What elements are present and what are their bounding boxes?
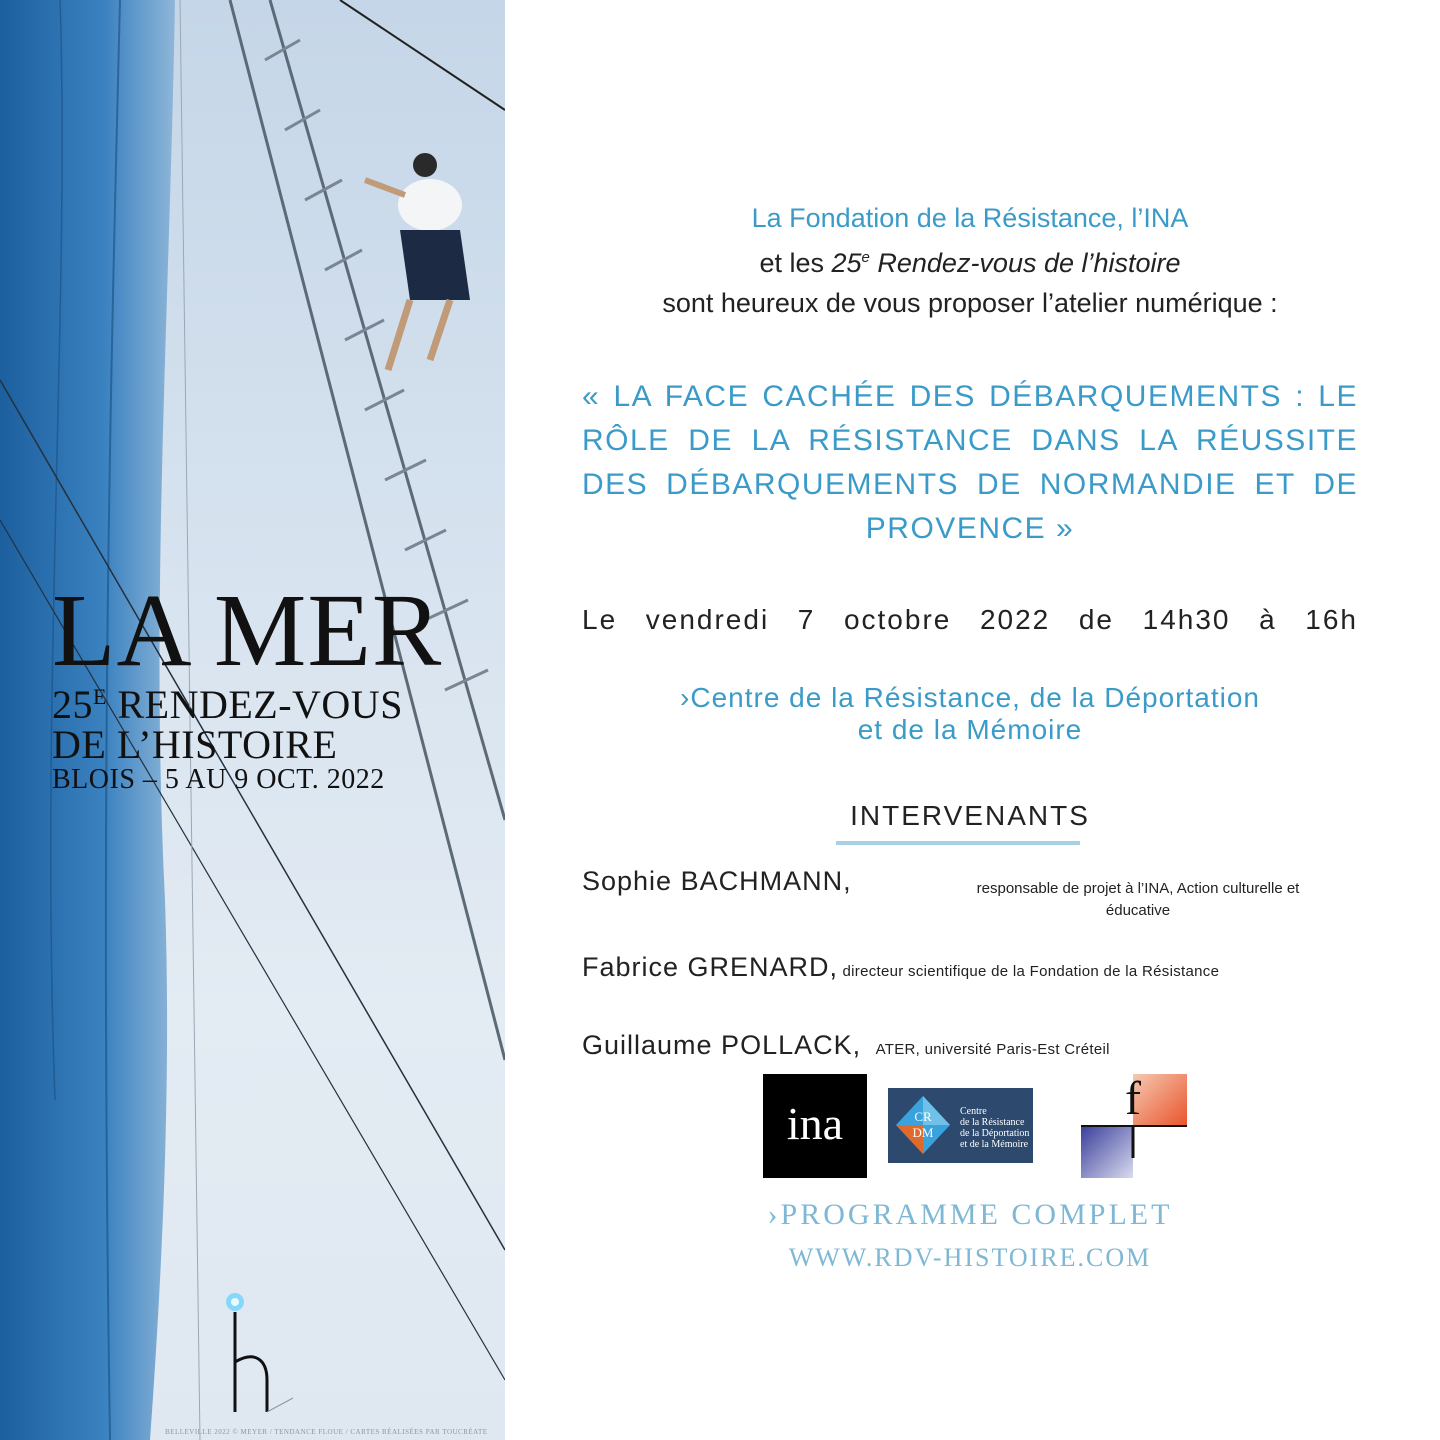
speakers-divider (836, 841, 1080, 845)
website-link[interactable]: WWW.RDV-HISTOIRE.COM (788, 1243, 1152, 1272)
fondation-resistance-logo (1081, 1074, 1187, 1178)
photo-credit: BELLEVILLE 2022 © MEYER / TENDANCE FLOUE / CARTES RÉALISÉES PAR TOUCRÉATE (165, 1428, 488, 1436)
poster-image (0, 0, 505, 1440)
speaker-item (582, 866, 1362, 919)
climber-figure (365, 153, 470, 370)
speaker-role: responsable de projet à l’INA, Action culturelle et éducative (976, 880, 1300, 919)
speakers-heading: INTERVENANTS (850, 800, 1090, 831)
crdm-caption: Centre de la Résistance de la Déportation et de la Mémoire (960, 1106, 1030, 1150)
poster-title-block (52, 573, 472, 795)
rendez-vous-h-logo (215, 1280, 295, 1420)
speaker-name: Fabrice GRENARD, (582, 952, 839, 982)
event-date: Le vendredi 7 octobre 2022 de 14h30 à 16h (582, 604, 1358, 635)
svg-text:DM: DM (912, 1125, 934, 1140)
poster-edition: $25^E$ RENDEZ-VOUS (52, 682, 403, 727)
intro-proposal: sont heureux de vous proposer l’atelier numérique : (662, 288, 1278, 318)
speaker-name: Guillaume POLLACK, (582, 1030, 862, 1060)
intro-event: et les 25e Rendez-vous de l’histoire (759, 248, 1181, 278)
intro-text (560, 198, 1380, 323)
poster-subtitle: DE L’HISTOIRE (52, 722, 338, 767)
workshop-title: « LA FACE CACHÉE DES DÉBARQUEMENTS : LE RÔLE DE LA RÉSISTANCE DANS LA RÉUSSITE DES DÉBARQUEMENTS DE NORMANDIE ET DE PROVENCE » (582, 380, 1358, 545)
chevron-right-icon: › (767, 1198, 781, 1231)
crdm-logo (888, 1088, 1033, 1163)
crdm-mark-icon (888, 1088, 958, 1163)
ina-logo: ina (763, 1074, 867, 1178)
speaker-item (582, 952, 1362, 983)
partner-logos (763, 1074, 1193, 1178)
programme-link[interactable]: ›PROGRAMME COMPLET (767, 1198, 1173, 1231)
poster-title: LA MER (52, 573, 443, 688)
speaker-name: Sophie BACHMANN, (582, 866, 852, 896)
speaker-role: directeur scientifique de la Fondation de la Résistance (842, 963, 1220, 980)
event-place-link[interactable]: ›Centre de la Résistance, de la Déportation et de la Mémoire (680, 682, 1260, 745)
chevron-right-icon: › (680, 682, 691, 713)
speaker-item (582, 1030, 1362, 1061)
svg-text:CR: CR (914, 1109, 932, 1124)
speaker-role: ATER, université Paris-Est Créteil (875, 1041, 1110, 1058)
svg-text:f: f (1125, 1074, 1141, 1125)
intro-organizers: La Fondation de la Résistance, l’INA (751, 203, 1189, 233)
poster-dates: BLOIS – 5 AU 9 OCT. 2022 (52, 764, 385, 795)
